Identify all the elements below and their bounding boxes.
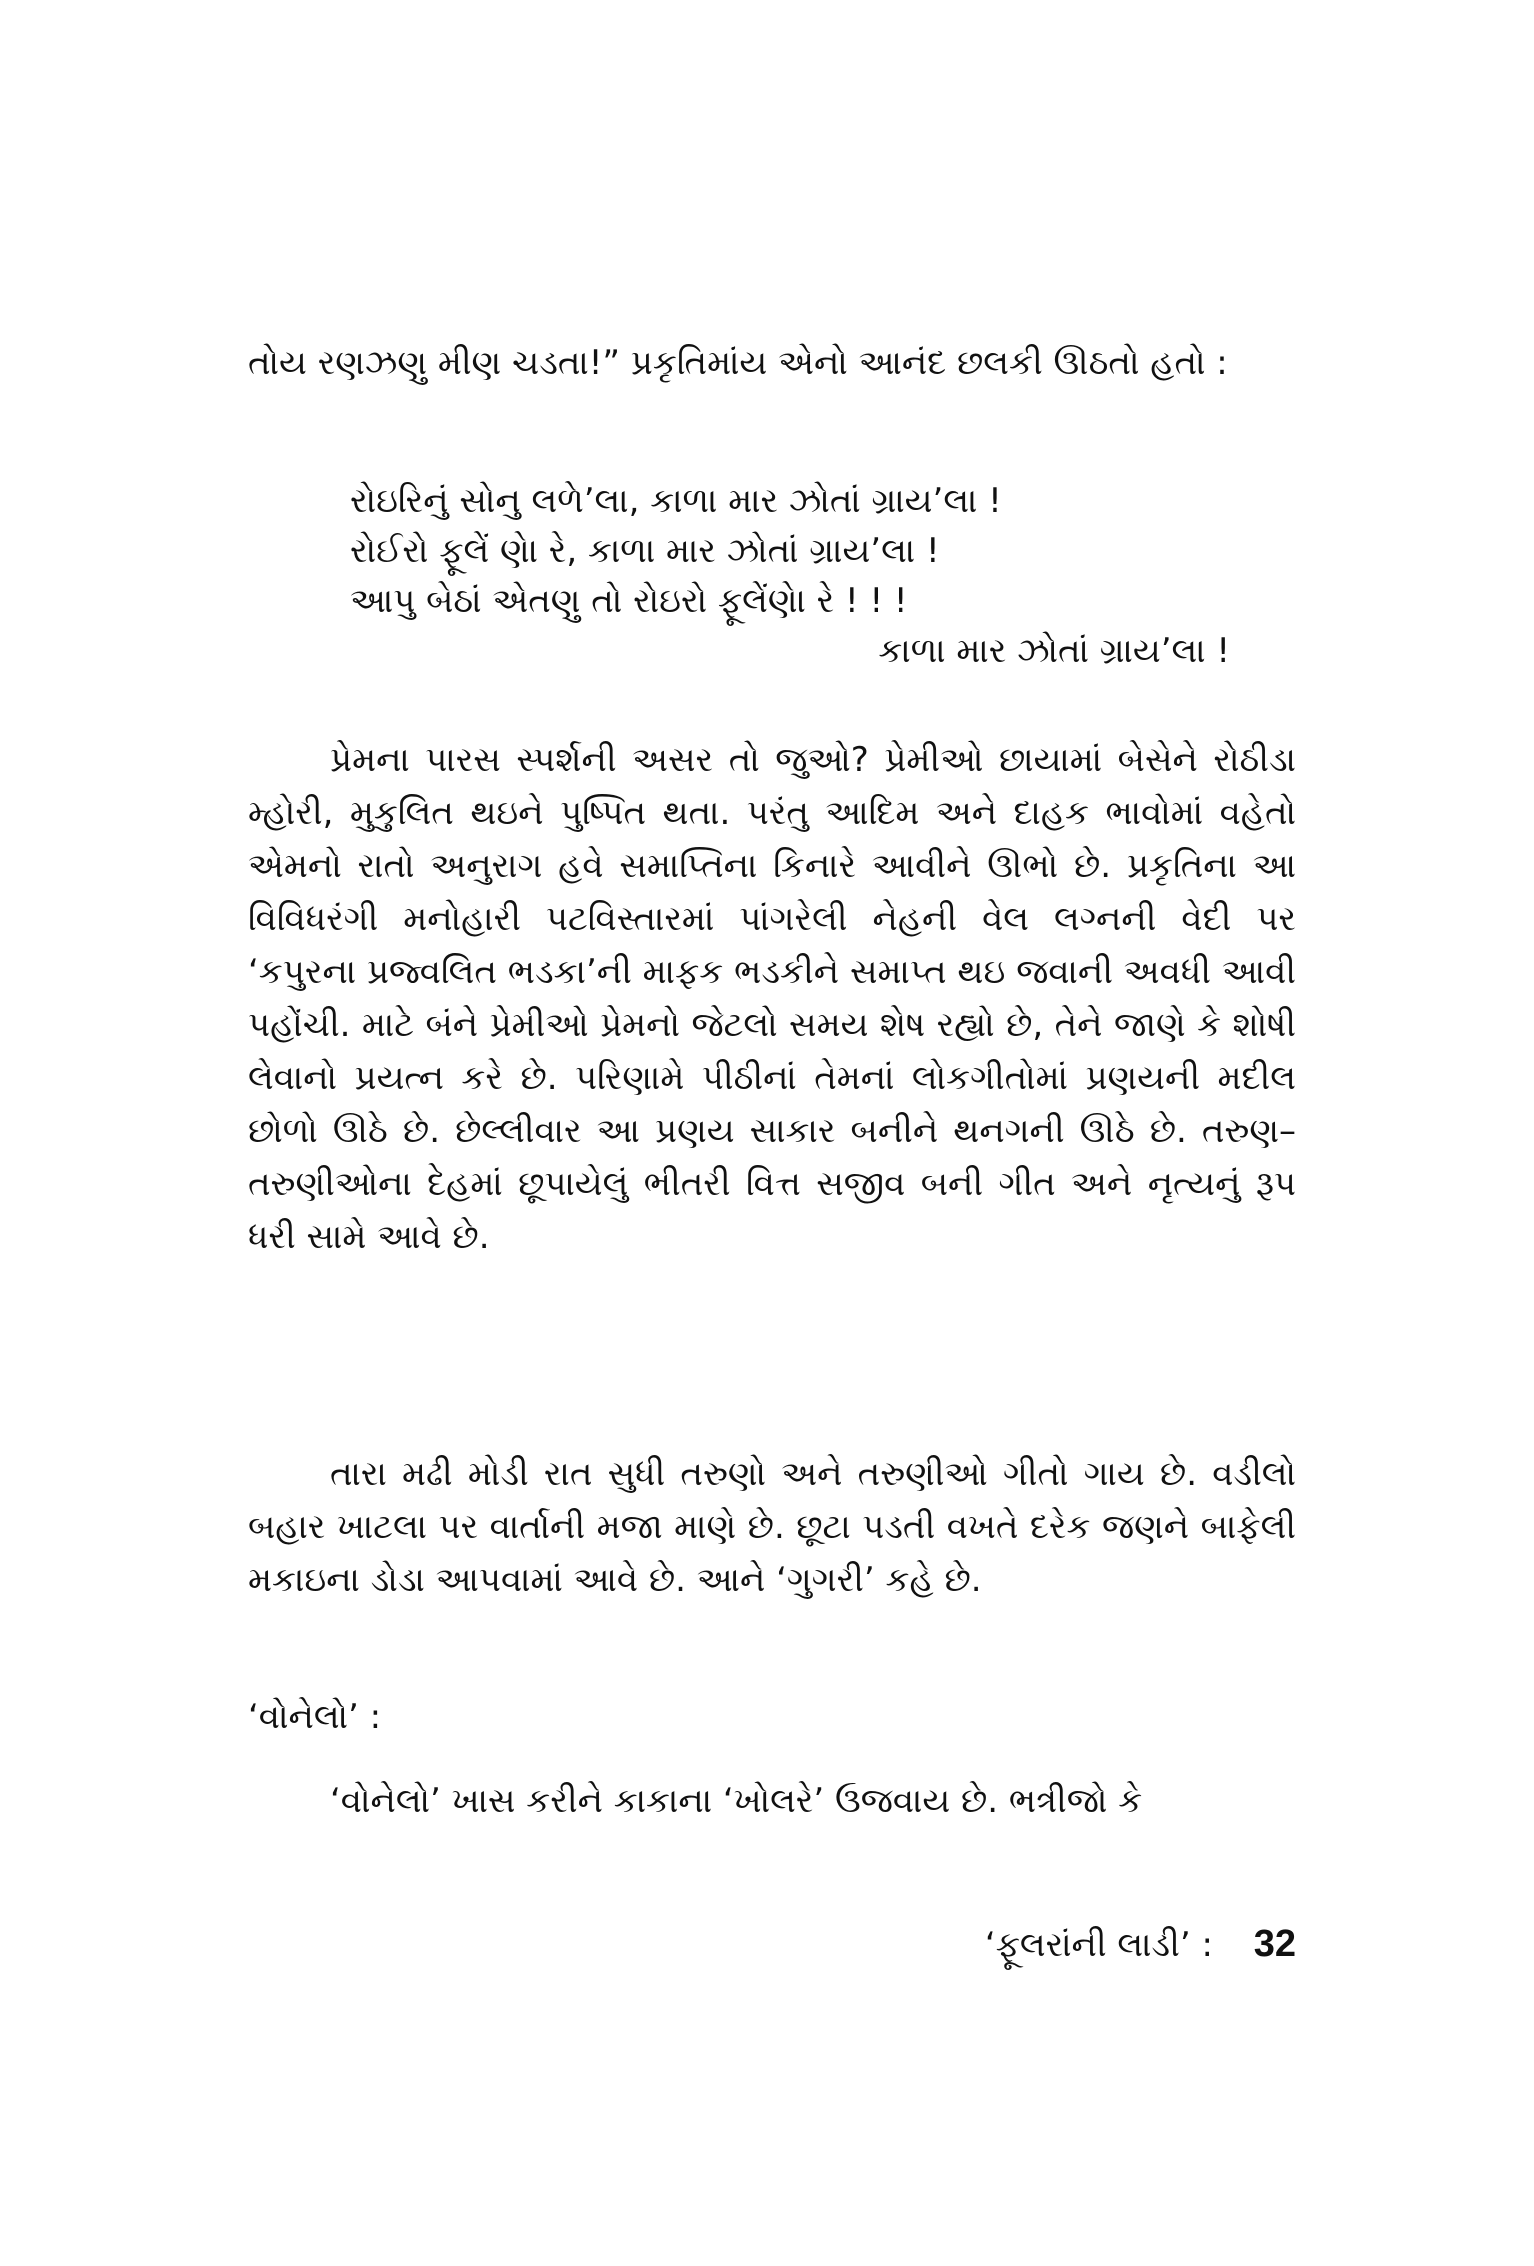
paragraph-night-songs: તારા મઢી મોડી રાત સુધી તરુણો અને તરુણીઓ ગીતો ગાય છે. વડીલો બહાર ખાટલા પર વાર્તાની મજા માણે છે. છૂટા પડતી વખતે દરેક જણને બાફેલી મકાઇના ડોડા આપવામાં આવે છે. આને ‘ગુગરી’ કહે છે. <box>248 1454 1296 1600</box>
verse-line-1: રોઇરિનું સોનુ લળે’લા, કાળા માર ઝોતાં ગ્રાય’લા ! <box>350 481 1002 521</box>
verse-line-3: આપુ બેઠાં એતણુ તો રોઇરો ફૂલેંણેા રે ! ! ! <box>350 581 908 621</box>
page-footer <box>900 1918 1296 1972</box>
verse-line-4: કાળા માર ઝોતાં ગ્રાય’લા ! <box>878 631 1230 671</box>
page-number: 32 <box>1253 1923 1296 1965</box>
paragraph-love: પ્રેમના પારસ સ્પર્શની અસર તો જુઓ? પ્રેમીઓ છાયામાં બેસેને રોઠીડા મ્હોરી, મુકુલિત થઇને પુષ્પિત થતા. પરંતુ આદિમ અને દાહક ભાવોમાં વહેતો એમનો રાતો અનુરાગ હવે સમાપ્તિના કિનારે આવીને ઊભો છે. પ્રકૃતિના આ વિવિધરંગી મનોહારી પટવિસ્તારમાં પાંગરેલી નેહની વેલ લગ્નની વેદી પર ‘કપુરના પ્રજ્વલિત ભડકા’ની માફક ભડકીને સમાપ્ત થઇ જવાની અવધી આવી પહોંચી. માટે બંને પ્રેમીઓ પ્રેમનો જેટલો સમય શેષ રહ્યો છે, તેને જાણે કે શોષી લેવાનો પ્રયત્ન કરે છે. પરિણામે પીઠીનાં તેમનાં લોકગીતોમાં પ્રણયની મદીલ છોળો ઊઠે છે. છેલ્લીવાર આ પ્રણય સાકાર બનીને થનગની ઊઠે છે. તરુણ–તરુણીઓના દેહમાં છૂપાયેલું ભીતરી વિત્ત સજીવ બની ગીત અને નૃત્યનું રૂપ ધરી સામે આવે છે. <box>248 740 1296 1257</box>
folk-song-verse <box>350 476 1230 676</box>
running-title: ‘ફૂલરાંની લાડી’ : <box>984 1925 1213 1965</box>
verse-line-2: રોઈરો ફૂલેં ણેા રે, કાળા માર ઝોતાં ગ્રાય’લા ! <box>350 531 940 571</box>
section-heading: ‘વોનેલો’ : <box>248 1697 382 1737</box>
intro-paragraph: તોય રણઝણુ મીણ ચડતા!” પ્રકૃતિમાંય એનો આનંદ છલકી ઊઠતો હતો : <box>248 343 1228 383</box>
paragraph-vonelo: ‘વોનેલો’ ખાસ કરીને કાકાના ‘ખોલરે’ ઉજવાય છે. ભત્રીજો કે <box>330 1781 1143 1821</box>
